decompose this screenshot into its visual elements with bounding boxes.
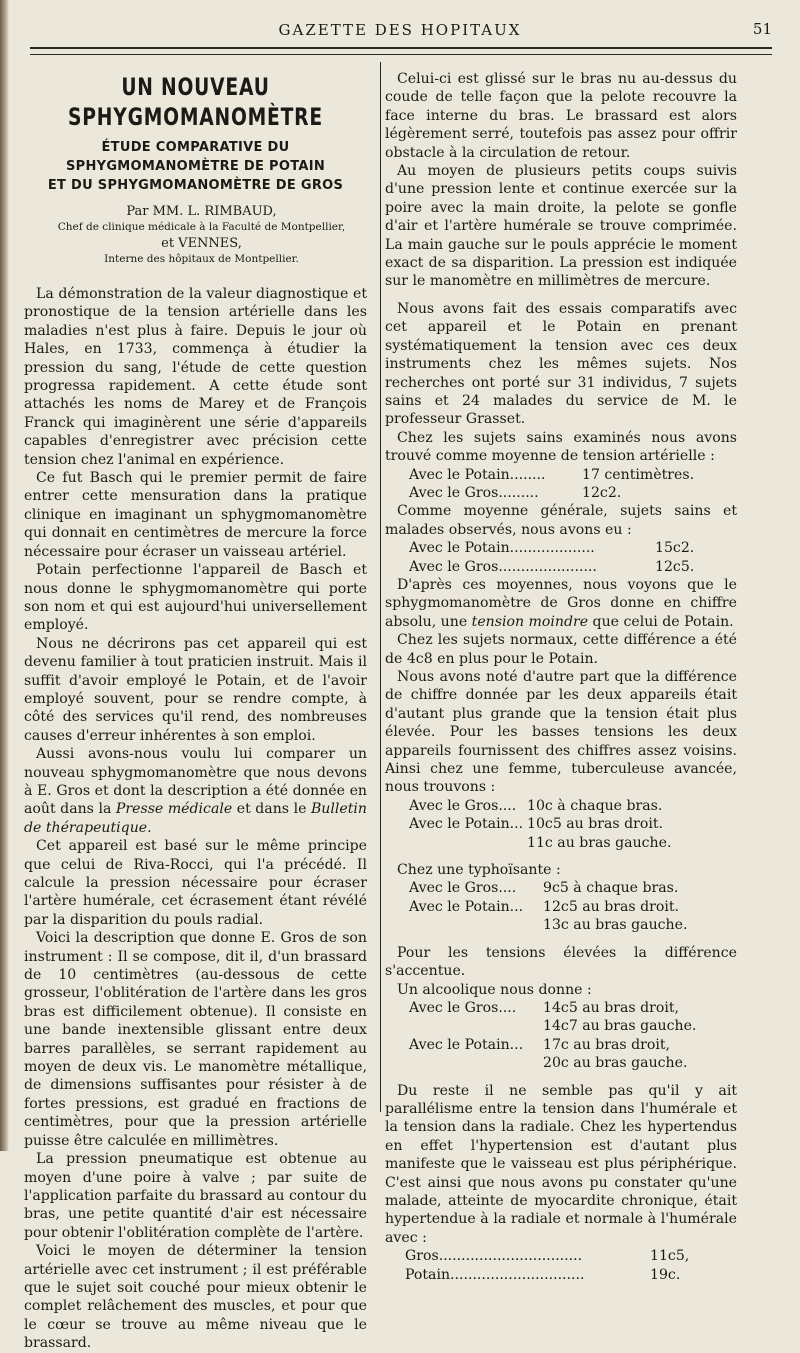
table-value: 11c5, <box>650 1248 690 1265</box>
article-subtitle <box>24 138 367 195</box>
spacer <box>385 1073 737 1082</box>
table-value: 12c5. <box>655 558 695 575</box>
table-label: Avec le Potain........ <box>409 466 546 483</box>
paragraph: Chez une typhoïsante : <box>397 862 561 879</box>
paragraph: Nous avons fait des essais comparatifs avec cet appareil et le Potain en prenant systématiquement la tension avec ces deux instruments chez les mêmes sujets. Nos recherches ont porté sur 31 individus, 7 sujets sains et 24 malades du service de M. le professeur Grasset. <box>385 300 737 428</box>
paragraph: Au moyen de plusieurs petits coups suivis d'une pression lente et continue exercée sur la poire avec la main droite, la pelote se gonfle d'air et l'artère humérale se trouve comprimée. La main gauche sur le pouls apprécie le moment exact de sa disparition. La pression est indiquée sur le manomètre en millimètres de mercure. <box>385 163 737 290</box>
spacer <box>385 291 737 300</box>
table-tuberculeuse <box>385 797 737 852</box>
paragraph: Chez les sujets normaux, cette différence a été de 4c8 en plus pour le Potain. <box>385 632 737 667</box>
table-row <box>409 1054 737 1072</box>
table-row <box>405 1247 737 1265</box>
table-value: 10c à chaque bras. <box>527 797 663 814</box>
table-label <box>409 834 527 852</box>
text-run: et dans le <box>232 801 311 818</box>
paragraph: Un alcoolique nous donne : <box>397 981 592 998</box>
article-subtitle-line-1: ÉTUDE COMPARATIVE DU SPHYGMOMANOMÈTRE DE POTAIN <box>65 140 326 174</box>
paragraph <box>24 745 367 837</box>
table-label: Gros................................ <box>405 1248 583 1265</box>
table-value: 9c5 à chaque bras. <box>543 880 679 897</box>
paragraph: Du reste il ne semble pas qu'il y ait parallélisme entre la tension dans l'humérale et la tension dans la radiale. Chez les hypertendus en effet l'hypertension est d'autant plus manifeste que le vaisseau est plus périphérique. C'est ainsi que nous avons pu constater qu'une malade, atteinte de myocardite chronique, était hypertendue à la radiale et normale à l'humérale avec : <box>385 1082 737 1246</box>
table-row <box>409 999 737 1017</box>
header-rule-thick <box>30 47 772 49</box>
journal-title: GAZETTE DES HOPITAUX <box>278 21 522 39</box>
table-row <box>409 815 737 833</box>
header-rule-thin <box>30 54 772 55</box>
table-value: 14c7 au bras gauche. <box>543 1018 697 1035</box>
column-divider <box>380 62 381 1112</box>
journal-reference-presse-medicale: Presse médicale <box>115 801 233 818</box>
table-row <box>409 558 737 576</box>
table-label: Avec le Gros...................... <box>409 558 597 575</box>
table-label <box>409 916 543 934</box>
paragraph: Comme moyenne générale, sujets sains et malades observés, nous avons eu : <box>385 503 737 538</box>
page-number: 51 <box>752 20 772 38</box>
table-value: 14c5 au bras droit, <box>543 999 680 1016</box>
author-1-affiliation: Chef de clinique médicale à la Faculté de Montpellier, <box>57 221 346 233</box>
table-alcoolique <box>385 999 737 1073</box>
table-healthy-means <box>385 466 737 503</box>
table-label: Avec le Gros.... <box>409 797 517 814</box>
running-head <box>0 18 800 42</box>
text-run: D'après ces moyennes, nous voyons que le sphygmomanomètre de Gros donne en chiffre absolu, une <box>385 576 737 630</box>
paragraph: Nous ne décrirons pas cet appareil qui est devenu familier à tout praticien instruit. Mais il suffit d'avoir employé le Potain, et de l'avoir employé souvent, pour se rendre compte, à côté des services qu'il rend, des nombreuses causes d'erreur inhérentes à son emploi. <box>24 635 367 744</box>
table-label <box>409 1054 543 1072</box>
text-run: que celui de Potain. <box>588 613 734 630</box>
table-row <box>409 916 737 934</box>
table-row <box>409 1017 737 1035</box>
paragraph: Nous avons noté d'autre part que la différence de chiffre donnée par les deux appareils était d'autant plus grande que la tension était plus élevée. Pour les basses tensions les deux appareils fournissent des chiffres assez voisins. Ainsi chez une femme, tuberculeuse avancée, nous trouvons : <box>385 669 737 796</box>
author-1: Par MM. L. RIMBAUD, <box>126 204 277 219</box>
table-row <box>409 466 737 484</box>
table-row <box>409 834 737 852</box>
table-value: 11c au bras gauche. <box>527 834 672 851</box>
table-label: Avec le Potain... <box>409 1036 524 1053</box>
table-value: 10c5 au bras droit. <box>527 816 664 833</box>
paragraph: Voici la description que donne E. Gros de son instrument : Il se compose, dit il, d'un brassard de 10 centimètres (au-dessous de cette grosseur, l'oblitération de l'artère dans les gros bras est difficilement obtenue). Il consiste en une bande inextensible glissant entre deux barres parallèles, se serrant rapidement au moyen de deux vis. Le manomètre métallique, de dimensions suffisantes pour résister à de fortes pressions, est gradué en fractions de centimètres, pour que la pression artérielle puisse être calculée en millimètres. <box>24 930 367 1149</box>
table-typhoisante <box>385 879 737 934</box>
paragraph: La démonstration de la valeur diagnostique et pronostique de la tension artérielle dans les maladies n'est plus à faire. Depuis le jour où Hales, en 1733, commença à étudier la pression du sang, l'étude de cette question progressa rapidement. A cette étude sont attachés les noms de Marey et de François Franck qui imaginèrent une série d'appareils capables d'enregistrer avec précision cette tension chez l'animal en expérience. <box>24 286 367 468</box>
page-binding-edge <box>0 0 9 1151</box>
paragraph: Celui-ci est glissé sur le bras nu au-dessus du coude de telle façon que la pelote recouvre la face interne du bras. Le brassard est alors légèrement serré, toutefois pas assez pour offrir obstacle à la circulation de retour. <box>385 71 737 161</box>
table-value: 19c. <box>650 1266 681 1283</box>
table-value: 20c au bras gauche. <box>543 1055 688 1072</box>
table-value: 13c au bras gauche. <box>543 917 688 934</box>
table-value: 17c au bras droit, <box>543 1036 671 1053</box>
table-label <box>409 1017 543 1035</box>
article-title: UN NOUVEAU SPHYGMOMANOMÈTRE <box>68 73 323 131</box>
table-value: 12c2. <box>582 484 622 501</box>
table-row <box>409 879 737 897</box>
byline <box>24 203 367 267</box>
table-label: Avec le Potain... <box>409 898 524 915</box>
table-label: Potain.............................. <box>405 1266 585 1283</box>
table-value: 15c2. <box>655 540 695 557</box>
paragraph <box>385 576 737 631</box>
article-subtitle-line-2: ET DU SPHYGMOMANOMÈTRE DE GROS <box>47 178 344 193</box>
table-label: Avec le Potain................... <box>409 540 595 557</box>
paragraph: Potain perfectionne l'appareil de Basch et nous donne le sphygmomanomètre qui porte son nom et qui est aujourd'hui universellement employé. <box>24 562 367 634</box>
paragraph: Pour les tensions élevées la différence s'accentue. <box>385 944 737 980</box>
paragraph: Chez les sujets sains examinés nous avons trouvé comme moyenne de tension artérielle : <box>385 429 737 465</box>
table-label: Avec le Gros.... <box>409 880 517 897</box>
table-value: 12c5 au bras droit. <box>543 898 680 915</box>
left-column <box>24 70 367 1353</box>
emphasis-tension-moindre: tension moindre <box>471 613 589 630</box>
table-row <box>409 898 737 916</box>
spacer <box>385 852 737 861</box>
paragraph: Ce fut Basch qui le premier permit de faire entrer cette mensuration dans la pratique clinique en imaginant un sphygmomanomètre qui donnait en centimètres de mercure la force nécessaire pour écraser un vaisseau artériel. <box>24 470 367 560</box>
right-column <box>385 70 737 1284</box>
table-row <box>409 484 737 502</box>
table-label: Avec le Gros......... <box>409 484 539 501</box>
journal-reference-bulletin: Bulletin de thérapeutique. <box>24 801 367 836</box>
table-row <box>409 539 737 557</box>
table-myocardite <box>385 1247 737 1284</box>
paragraph: La pression pneumatique est obtenue au moyen d'une poire à valve ; par suite de l'application parfaite du brassard au contour du bras, une petite quantité d'air est nécessaire pour obtenir l'oblitération complète de l'artère. <box>24 1151 367 1241</box>
table-value: 17 centimètres. <box>582 466 695 483</box>
table-row <box>405 1266 737 1284</box>
text-run: Aussi avons-nous voulu lui comparer un nouveau sphygmomanomètre que nous devons à E. Gros et dont la description a été donnée en août dans la <box>24 746 367 818</box>
author-2-affiliation: Interne des hôpitaux de Montpellier. <box>104 253 299 265</box>
table-row <box>409 797 737 815</box>
table-label: Avec le Gros.... <box>409 999 517 1016</box>
paragraph: Cet appareil est basé sur le même principe que celui de Riva-Rocci, qui l'a précédé. Il calcule la pression nécessaire pour écraser l'artère humérale, cet écrasement étant révélé par la disparition du pouls radial. <box>24 838 367 928</box>
table-row <box>409 1036 737 1054</box>
table-general-means <box>385 539 737 576</box>
paragraph: Voici le moyen de déterminer la tension artérielle avec cet instrument ; il est préférable que le sujet soit couché pour mieux obtenir le complet relâchement des muscles, et pour que le cœur se trouve au même niveau que le brassard. <box>24 1243 367 1352</box>
table-label: Avec le Potain... <box>409 816 524 833</box>
spacer <box>385 935 737 944</box>
author-2: et VENNES, <box>161 236 242 251</box>
